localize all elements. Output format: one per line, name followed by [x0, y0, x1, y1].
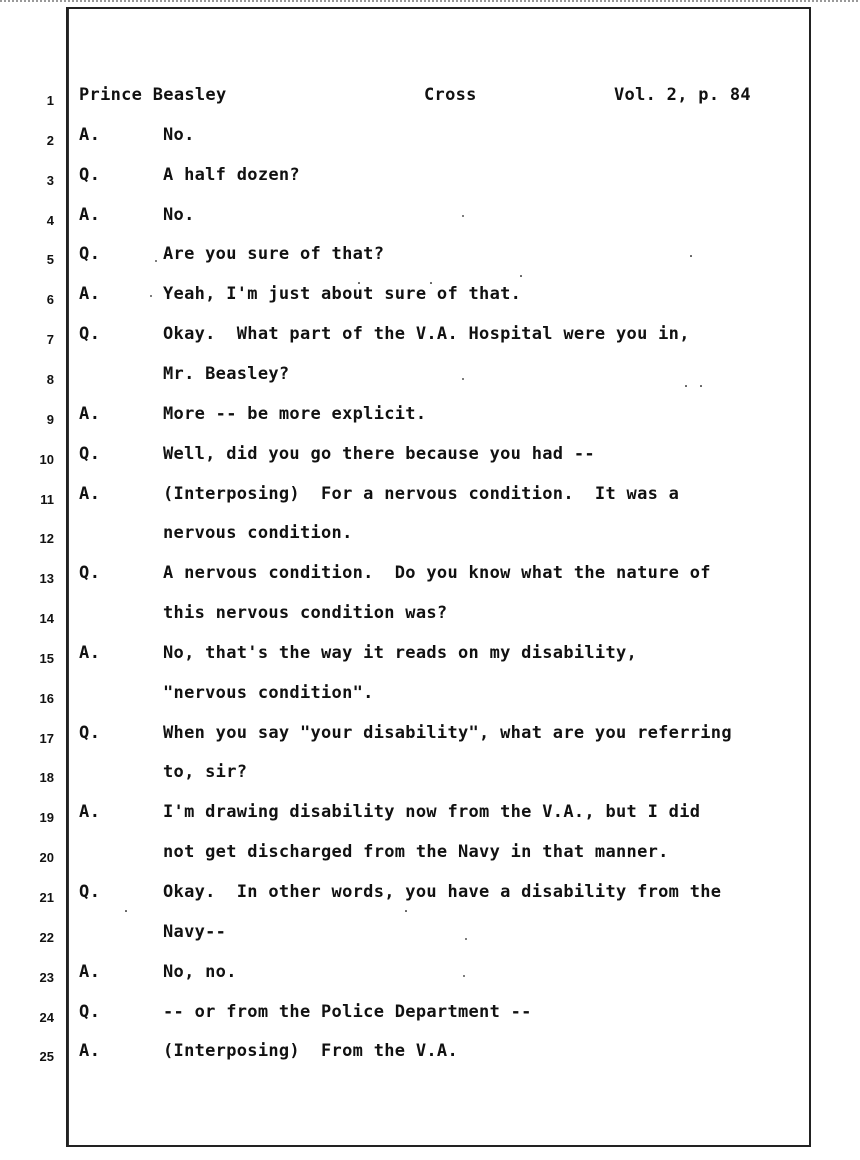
speaker-label: A.	[79, 643, 101, 663]
testimony-text: Are you sure of that?	[163, 244, 385, 264]
testimony-text: No, no.	[163, 962, 237, 982]
testimony-text: Well, did you go there because you had --	[163, 444, 595, 464]
speaker-label: A.	[79, 1041, 101, 1061]
scan-speck	[358, 282, 360, 284]
testimony-text: A nervous condition. Do you know what the nature of	[163, 563, 711, 583]
testimony-text: Okay. In other words, you have a disability from the	[163, 882, 722, 902]
testimony-text: -- or from the Police Department --	[163, 1002, 532, 1022]
line-number: 5	[46, 252, 54, 267]
speaker-label: Q.	[79, 882, 101, 902]
transcript-line	[0, 760, 860, 800]
line-number: 17	[39, 731, 54, 746]
line-number: 9	[46, 412, 54, 427]
testimony-text: Mr. Beasley?	[163, 364, 290, 384]
testimony-text: (Interposing) From the V.A.	[163, 1041, 458, 1061]
testimony-text: not get discharged from the Navy in that manner.	[163, 842, 669, 862]
testimony-text: I'm drawing disability now from the V.A., but I did	[163, 802, 701, 822]
line-number: 24	[39, 1010, 54, 1025]
line-number: 14	[39, 611, 54, 626]
scan-speck	[150, 295, 152, 297]
exam-type: Cross	[424, 85, 477, 105]
line-number: 25	[39, 1049, 54, 1064]
speaker-label: A.	[79, 962, 101, 982]
testimony-text: No.	[163, 125, 195, 145]
line-number: 7	[46, 332, 54, 347]
volume-page: Vol. 2, p. 84	[614, 85, 751, 105]
line-number: 18	[39, 770, 54, 785]
line-number: 6	[46, 292, 54, 307]
transcript-line	[0, 521, 860, 561]
transcript-line	[0, 920, 860, 960]
speaker-label: Q.	[79, 1002, 101, 1022]
line-number: 10	[39, 452, 54, 467]
transcript-line	[0, 203, 860, 243]
header-line	[0, 83, 860, 123]
testimony-text: No.	[163, 205, 195, 225]
transcript-line	[0, 800, 860, 840]
line-number: 16	[39, 691, 54, 706]
testimony-text: When you say "your disability", what are you referring	[163, 723, 732, 743]
transcript-line	[0, 601, 860, 641]
scan-speck	[405, 910, 407, 912]
transcript-line	[0, 681, 860, 721]
witness-name: Prince Beasley	[79, 85, 227, 105]
speaker-label: A.	[79, 284, 101, 304]
scan-speck	[125, 910, 127, 912]
transcript-line	[0, 322, 860, 362]
line-number: 19	[39, 810, 54, 825]
line-number: 2	[46, 133, 54, 148]
testimony-text: nervous condition.	[163, 523, 353, 543]
scan-speck	[463, 975, 465, 977]
transcript-line	[0, 960, 860, 1000]
transcript-line	[0, 1000, 860, 1040]
scan-speck	[690, 255, 692, 257]
scan-speck	[685, 385, 687, 387]
line-number: 13	[39, 571, 54, 586]
scan-speck	[430, 282, 432, 284]
speaker-label: Q.	[79, 244, 101, 264]
speaker-label: Q.	[79, 165, 101, 185]
transcript-line	[0, 840, 860, 880]
transcript-line	[0, 362, 860, 402]
speaker-label: Q.	[79, 563, 101, 583]
scan-speck	[462, 378, 464, 380]
transcript-line	[0, 163, 860, 203]
line-number: 12	[39, 531, 54, 546]
line-number: 22	[39, 930, 54, 945]
scan-speck	[700, 385, 702, 387]
testimony-text: More -- be more explicit.	[163, 404, 427, 424]
testimony-text: Okay. What part of the V.A. Hospital were you in,	[163, 324, 690, 344]
line-number: 3	[46, 173, 54, 188]
testimony-text: No, that's the way it reads on my disability,	[163, 643, 638, 663]
transcript-line	[0, 721, 860, 761]
line-number: 8	[46, 372, 54, 387]
line-number: 15	[39, 651, 54, 666]
scan-speck	[462, 215, 464, 217]
transcript-line	[0, 242, 860, 282]
speaker-label: A.	[79, 484, 101, 504]
speaker-label: Q.	[79, 444, 101, 464]
scan-speck	[155, 260, 157, 262]
scan-top-edge	[0, 0, 860, 2]
testimony-text: (Interposing) For a nervous condition. It was a	[163, 484, 680, 504]
testimony-text: this nervous condition was?	[163, 603, 448, 623]
testimony-text: A half dozen?	[163, 165, 300, 185]
transcript-line	[0, 1039, 860, 1079]
line-number: 23	[39, 970, 54, 985]
transcript-line	[0, 402, 860, 442]
speaker-label: Q.	[79, 324, 101, 344]
testimony-text: Navy--	[163, 922, 227, 942]
transcript-line	[0, 442, 860, 482]
transcript-line	[0, 123, 860, 163]
speaker-label: Q.	[79, 723, 101, 743]
transcript-line	[0, 880, 860, 920]
line-number: 11	[40, 492, 54, 507]
transcript-line	[0, 641, 860, 681]
transcript-line	[0, 482, 860, 522]
line-number: 21	[39, 890, 54, 905]
transcript-line	[0, 561, 860, 601]
scan-speck	[465, 938, 467, 940]
line-number: 1	[46, 93, 54, 108]
testimony-text: "nervous condition".	[163, 683, 374, 703]
transcript-line	[0, 282, 860, 322]
line-number: 4	[46, 213, 54, 228]
scan-speck	[520, 275, 522, 277]
speaker-label: A.	[79, 404, 101, 424]
speaker-label: A.	[79, 205, 101, 225]
testimony-text: Yeah, I'm just about sure of that.	[163, 284, 522, 304]
testimony-text: to, sir?	[163, 762, 248, 782]
speaker-label: A.	[79, 125, 101, 145]
speaker-label: A.	[79, 802, 101, 822]
line-number: 20	[39, 850, 54, 865]
